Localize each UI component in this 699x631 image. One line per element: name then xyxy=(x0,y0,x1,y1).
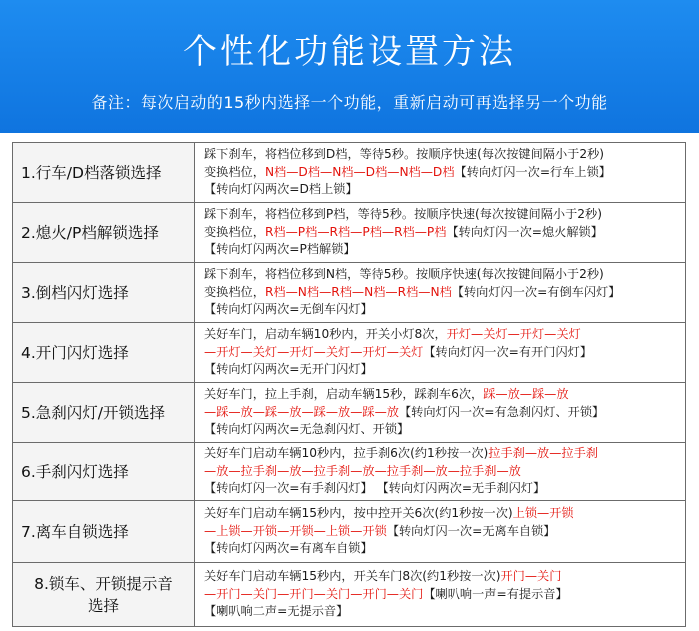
function-name-line: 8.锁车、开锁提示音 xyxy=(34,574,173,593)
instruction-line xyxy=(204,463,685,481)
sequence-text: 开灯—关灯—开灯—关灯 xyxy=(446,327,581,342)
function-instructions xyxy=(195,383,686,443)
sequence-text: N档—D档—N档—D档—N档—D档 xyxy=(264,164,455,179)
instruction-text: 【转向灯闪一次=行车上锁】 xyxy=(454,164,611,179)
sequence-text: —放—拉手刹—放—拉手刹—放—拉手刹—放—拉手刹—放 xyxy=(204,463,521,478)
instruction-line xyxy=(204,241,685,259)
function-name: 3.倒档闪灯选择 xyxy=(13,263,195,323)
function-name: 2.熄火/P档解锁选择 xyxy=(13,203,195,263)
instruction-text: 踩下刹车，将档位移到N档，等待5秒。按顺序快速(每次按键间隔小于2秒) xyxy=(204,267,604,282)
instruction-text: 变换档位， xyxy=(204,284,265,299)
instruction-text: 【转向灯闪一次=有开门闪灯】 xyxy=(423,344,593,359)
instruction-text: 【转向灯闪一次=熄火解锁】 xyxy=(446,224,603,239)
instruction-text: 【转向灯闪一次=有急刹闪灯、开锁】 xyxy=(399,404,605,419)
instruction-text: 【转向灯闪一次=有手刹闪灯】 【转向灯闪两次=无手刹闪灯】 xyxy=(204,481,546,496)
table-row xyxy=(13,563,686,627)
sequence-text: —踩—放—踩—放—踩—放—踩—放 xyxy=(204,404,399,419)
instruction-text: 关好车门，拉上手刹，启动车辆15秒，踩刹车6次， xyxy=(204,387,484,402)
instruction-line xyxy=(204,445,685,463)
function-instructions xyxy=(195,323,686,383)
function-name xyxy=(13,563,195,627)
settings-table xyxy=(12,142,686,627)
instruction-line xyxy=(204,523,685,541)
instruction-line xyxy=(204,284,685,302)
function-instructions xyxy=(195,143,686,203)
function-name: 6.手刹闪灯选择 xyxy=(13,443,195,501)
sequence-text: 拉手刹—放—拉手刹 xyxy=(488,446,598,461)
function-name: 4.开门闪灯选择 xyxy=(13,323,195,383)
instruction-text: 【喇叭响二声=无提示音】 xyxy=(204,604,349,619)
instruction-text: 关好车门启动车辆15秒内，按中控开关6次(约1秒按一次) xyxy=(204,506,513,521)
instruction-line xyxy=(204,586,685,604)
instruction-line xyxy=(204,540,685,558)
instruction-line xyxy=(204,568,685,586)
function-instructions xyxy=(195,563,686,627)
instruction-line xyxy=(204,181,685,199)
function-instructions xyxy=(195,203,686,263)
instruction-line xyxy=(204,505,685,523)
instruction-line xyxy=(204,301,685,319)
instruction-text: 【喇叭响一声=有提示音】 xyxy=(423,586,568,601)
instruction-line xyxy=(204,603,685,621)
table-row xyxy=(13,383,686,443)
function-name: 1.行车/D档落锁选择 xyxy=(13,143,195,203)
table-row xyxy=(13,203,686,263)
table-row xyxy=(13,501,686,563)
instruction-line xyxy=(204,404,685,422)
page-title: 个性化功能设置方法 xyxy=(183,32,516,72)
header-note: 备注：每次启动的15秒内选择一个功能，重新启动可再选择另一个功能 xyxy=(91,93,608,112)
instruction-text: 【转向灯闪两次=有离车自锁】 xyxy=(204,541,373,556)
instruction-text: 变换档位， xyxy=(204,164,265,179)
instruction-text: 【转向灯闪两次=无开门闪灯】 xyxy=(204,362,373,377)
sequence-text: 开门—关门 xyxy=(500,569,562,584)
instruction-line xyxy=(204,344,685,362)
sequence-text: 上锁—开锁 xyxy=(512,506,574,521)
instruction-line xyxy=(204,164,685,182)
function-name: 7.离车自锁选择 xyxy=(13,501,195,563)
instruction-line xyxy=(204,361,685,379)
function-name-line: 选择 xyxy=(87,596,119,615)
sequence-text: —开灯—关灯—开灯—关灯—开灯—关灯 xyxy=(204,344,424,359)
sequence-text: 踩—放—踩—放 xyxy=(483,387,569,402)
function-instructions xyxy=(195,443,686,501)
header-banner xyxy=(0,0,699,133)
instruction-line xyxy=(204,266,685,284)
instruction-text: 关好车门，启动车辆10秒内，开关小灯8次， xyxy=(204,327,447,342)
instruction-text: 【转向灯闪两次=D档上锁】 xyxy=(204,182,358,197)
instruction-line xyxy=(204,480,685,498)
table-row xyxy=(13,263,686,323)
sequence-text: —开门—关门—开门—关门—开门—关门 xyxy=(204,586,424,601)
instruction-text: 踩下刹车，将档位移到P档，等待5秒。按顺序快速(每次按键间隔小于2秒) xyxy=(204,207,602,222)
sequence-text: —上锁—开锁—开锁—上锁—开锁 xyxy=(204,523,387,538)
instruction-text: 关好车门启动车辆15秒内，开关车门8次(约1秒按一次) xyxy=(204,569,501,584)
instruction-line xyxy=(204,224,685,242)
sequence-text: R档—N档—R档—N档—R档—N档 xyxy=(264,284,452,299)
instruction-text: 【转向灯闪一次=无离车自锁】 xyxy=(386,523,556,538)
instruction-line xyxy=(204,386,685,404)
table-row xyxy=(13,143,686,203)
instruction-line xyxy=(204,326,685,344)
function-name: 5.急刹闪灯/开锁选择 xyxy=(13,383,195,443)
table-row xyxy=(13,443,686,501)
instruction-text: 关好车门启动车辆10秒内，拉手刹6次(约1秒按一次) xyxy=(204,446,489,461)
instruction-text: 【转向灯闪两次=无急刹闪灯、开锁】 xyxy=(204,422,410,437)
sequence-text: R档—P档—R档—P档—R档—P档 xyxy=(264,224,447,239)
instruction-text: 变换档位， xyxy=(204,224,265,239)
instruction-text: 【转向灯闪一次=有倒车闪灯】 xyxy=(451,284,621,299)
instruction-text: 【转向灯闪两次=无倒车闪灯】 xyxy=(204,302,373,317)
instruction-text: 【转向灯闪两次=P档解锁】 xyxy=(204,242,356,257)
function-instructions xyxy=(195,501,686,563)
function-instructions xyxy=(195,263,686,323)
instruction-line xyxy=(204,146,685,164)
instruction-line xyxy=(204,421,685,439)
instruction-line xyxy=(204,206,685,224)
instruction-text: 踩下刹车，将档位移到D档，等待5秒。按顺序快速(每次按键间隔小于2秒) xyxy=(204,147,605,162)
table-row xyxy=(13,323,686,383)
